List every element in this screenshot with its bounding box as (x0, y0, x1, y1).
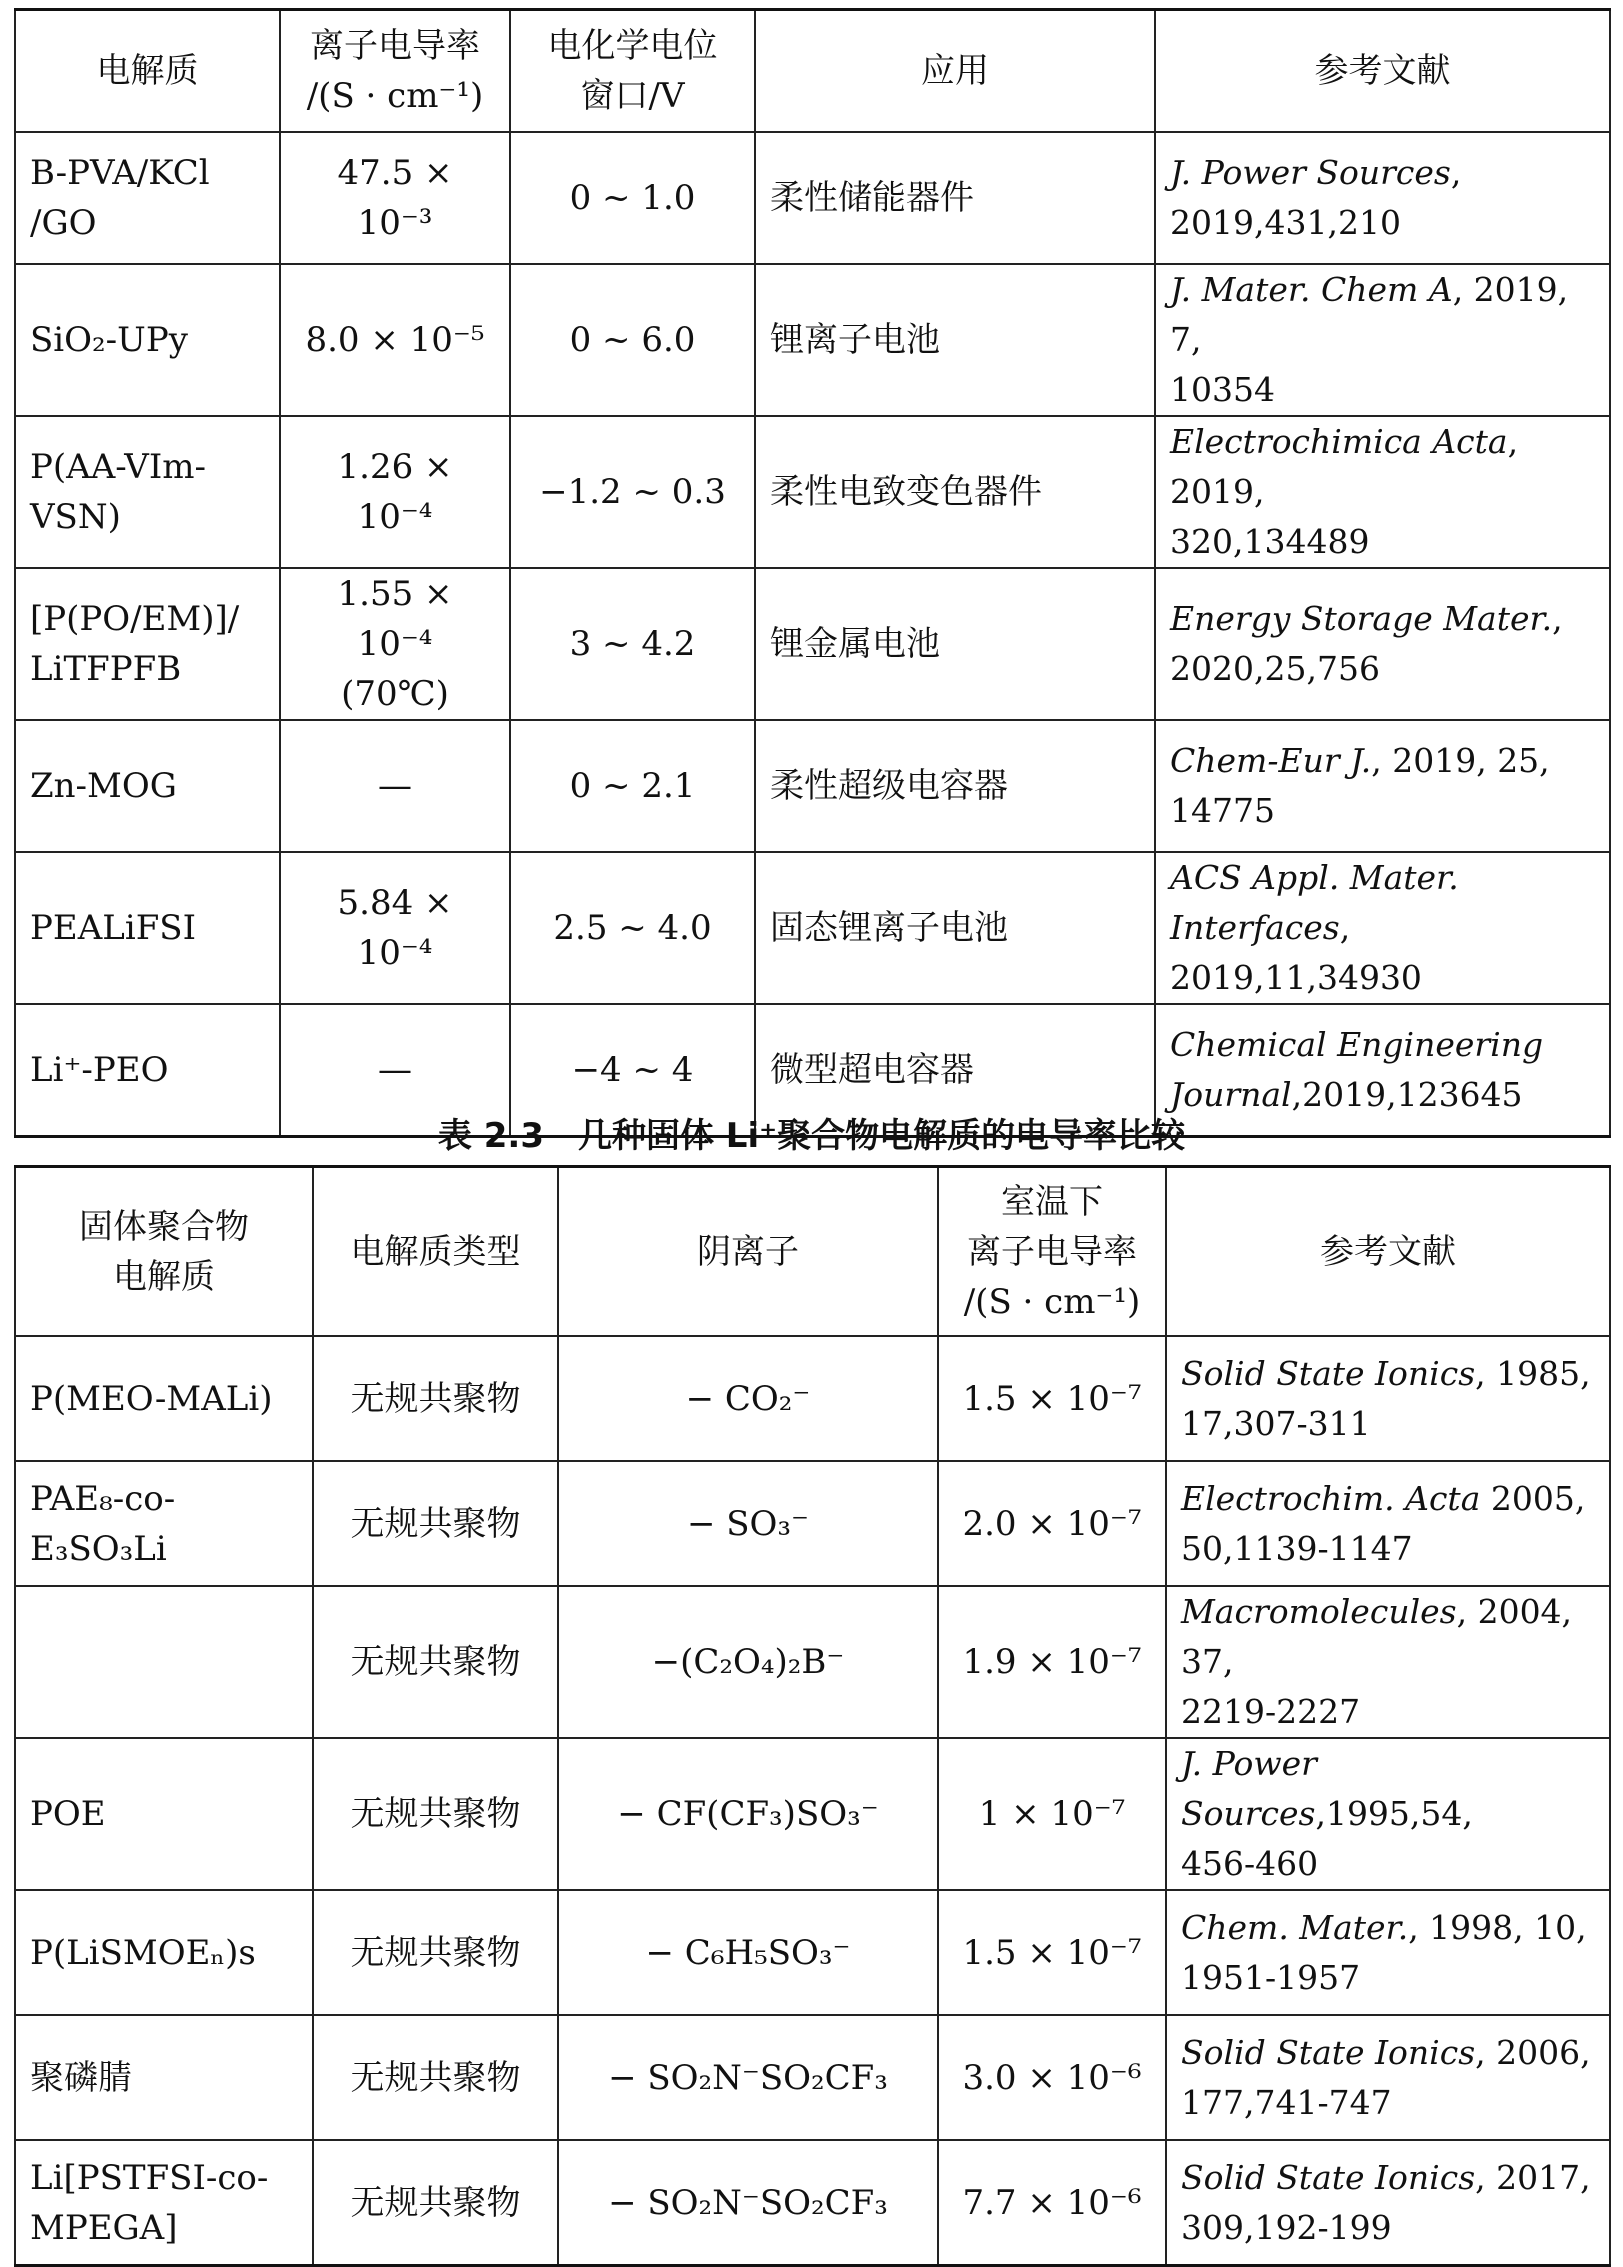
reference-details: ,1995,54, 456-460 (1181, 1794, 1473, 1883)
reference-cell (1166, 1890, 1610, 2015)
header-cell: 参考文献 (1155, 10, 1610, 133)
reference-details: , 1985, 17,307-311 (1181, 1353, 1591, 1443)
electrolyte-cell: PEALiFSI (15, 852, 280, 1004)
header-cell: 电解质 (15, 10, 280, 133)
conductivity-cell: 1.55 × 10⁻⁴ (70℃) (280, 568, 510, 720)
anion-cell: − CO₂⁻ (558, 1336, 938, 1461)
application-cell: 柔性超级电容器 (755, 720, 1155, 852)
reference-details: 2005, 50,1139-1147 (1181, 1478, 1586, 1568)
reference-journal: J. Power Sources (1170, 153, 1451, 192)
type-cell: 无规共聚物 (313, 1336, 558, 1461)
window-cell: −4 ~ 4 (510, 1004, 755, 1137)
conductivity-cell: — (280, 720, 510, 852)
reference-details: , 2019,11,34930 (1170, 908, 1422, 997)
conductivity-cell: 1.5 × 10⁻⁷ (938, 1890, 1166, 2015)
reference-journal: Chem-Eur J. (1170, 741, 1372, 780)
reference-cell (1166, 1461, 1610, 1586)
electrolyte-cell: P(LiSMOEₙ)s (15, 1890, 313, 2015)
table-row (15, 132, 1610, 264)
anion-cell: − SO₂N⁻SO₂CF₃ (558, 2015, 938, 2140)
reference-cell (1155, 720, 1610, 852)
type-cell: 无规共聚物 (313, 1738, 558, 1890)
anion-cell: − CF(CF₃)SO₃⁻ (558, 1738, 938, 1890)
type-cell: 无规共聚物 (313, 1890, 558, 2015)
application-cell: 柔性储能器件 (755, 132, 1155, 264)
reference-cell (1155, 568, 1610, 720)
anion-cell: − SO₂N⁻SO₂CF₃ (558, 2140, 938, 2266)
electrolyte-cell: Li[PSTFSI-co- MPEGA] (15, 2140, 313, 2266)
reference-cell (1166, 1586, 1610, 1738)
table-row (15, 1461, 1610, 1586)
window-cell: 0 ~ 1.0 (510, 132, 755, 264)
reference-journal: Solid State Ionics (1181, 2032, 1476, 2072)
table-row (15, 264, 1610, 416)
type-cell: 无规共聚物 (313, 2015, 558, 2140)
table-row (15, 1890, 1610, 2015)
anion-cell: −(C₂O₄)₂B⁻ (558, 1586, 938, 1738)
table-row (15, 416, 1610, 568)
table-row (15, 2015, 1610, 2140)
electrolyte-cell: [P(PO/EM)]/ LiTFPFB (15, 568, 280, 720)
anion-cell: − SO₃⁻ (558, 1461, 938, 1586)
header-cell: 电化学电位 窗口/V (510, 10, 755, 133)
reference-journal: Energy Storage Mater. (1170, 599, 1553, 638)
reference-journal: J. Power Sources (1181, 1744, 1317, 1833)
conductivity-cell: 8.0 × 10⁻⁵ (280, 264, 510, 416)
conductivity-cell: 1.5 × 10⁻⁷ (938, 1336, 1166, 1461)
table-row (15, 852, 1610, 1004)
header-cell: 参考文献 (1166, 1167, 1610, 1337)
conductivity-cell: 1 × 10⁻⁷ (938, 1738, 1166, 1890)
conductivity-cell: 2.0 × 10⁻⁷ (938, 1461, 1166, 1586)
type-cell: 无规共聚物 (313, 1586, 558, 1738)
anion-cell: − C₆H₅SO₃⁻ (558, 1890, 938, 2015)
window-cell: 0 ~ 6.0 (510, 264, 755, 416)
reference-cell (1155, 852, 1610, 1004)
header-cell: 室温下 离子电导率 /(S · cm⁻¹) (938, 1167, 1166, 1337)
header-cell: 应用 (755, 10, 1155, 133)
table-row (15, 720, 1610, 852)
table-row (15, 1738, 1610, 1890)
reference-journal: Solid State Ionics (1181, 1353, 1476, 1393)
reference-details: , 2019, 25, 14775 (1170, 741, 1550, 830)
application-cell: 锂离子电池 (755, 264, 1155, 416)
conductivity-cell: 3.0 × 10⁻⁶ (938, 2015, 1166, 2140)
reference-journal: Macromolecules (1181, 1592, 1457, 1631)
reference-details: , 2020,25,756 (1170, 599, 1563, 688)
reference-details: ,2019,123645 (1291, 1075, 1523, 1114)
table-row (15, 1586, 1610, 1738)
reference-journal: Chem. Mater. (1181, 1907, 1409, 1947)
reference-journal: ACS Appl. Mater. Interfaces (1170, 858, 1459, 947)
polymer-electrolyte-table (14, 1165, 1611, 2267)
reference-details: , 2019,431,210 (1170, 153, 1462, 242)
reference-cell (1166, 1738, 1610, 1890)
header-cell: 电解质类型 (313, 1167, 558, 1337)
type-cell: 无规共聚物 (313, 2140, 558, 2266)
application-cell: 固态锂离子电池 (755, 852, 1155, 1004)
reference-journal: Solid State Ionics (1181, 2157, 1476, 2197)
header-cell: 固体聚合物 电解质 (15, 1167, 313, 1337)
electrolyte-cell: SiO₂-UPy (15, 264, 280, 416)
conductivity-cell: 1.9 × 10⁻⁷ (938, 1586, 1166, 1738)
header-cell: 离子电导率 /(S · cm⁻¹) (280, 10, 510, 133)
conductivity-cell: — (280, 1004, 510, 1137)
reference-cell (1155, 132, 1610, 264)
reference-cell (1166, 2140, 1610, 2266)
electrolyte-cell: P(MEO-MALi) (15, 1336, 313, 1461)
electrolyte-cell: Li⁺-PEO (15, 1004, 280, 1137)
type-cell: 无规共聚物 (313, 1461, 558, 1586)
electrolyte-cell: B-PVA/KCl /GO (15, 132, 280, 264)
window-cell: 3 ~ 4.2 (510, 568, 755, 720)
reference-cell (1166, 2015, 1610, 2140)
window-cell: −1.2 ~ 0.3 (510, 416, 755, 568)
reference-details: , 2006, 177,741-747 (1181, 2032, 1591, 2122)
reference-journal: J. Mater. Chem A (1170, 270, 1453, 309)
application-cell: 微型超电容器 (755, 1004, 1155, 1137)
electrolyte-table (14, 8, 1611, 1138)
conductivity-cell: 7.7 × 10⁻⁶ (938, 2140, 1166, 2266)
reference-journal: Chemical Engineering Journal (1170, 1025, 1544, 1114)
reference-details: , 2017, 309,192-199 (1181, 2157, 1591, 2247)
electrolyte-cell: 聚磷腈 (15, 2015, 313, 2140)
conductivity-cell: 47.5 × 10⁻³ (280, 132, 510, 264)
reference-cell (1155, 264, 1610, 416)
electrolyte-cell: PAE₈-co-E₃SO₃Li (15, 1461, 313, 1586)
reference-cell (1155, 416, 1610, 568)
reference-details: , 2019, 320,134489 (1170, 422, 1519, 561)
reference-details: , 2004, 37, 2219-2227 (1181, 1592, 1573, 1731)
header-cell: 阴离子 (558, 1167, 938, 1337)
application-cell: 锂金属电池 (755, 568, 1155, 720)
electrolyte-cell: P(AA-VIm- VSN) (15, 416, 280, 568)
reference-journal: Electrochimica Acta (1170, 422, 1508, 461)
table-row (15, 2140, 1610, 2266)
table-header-row (15, 1167, 1610, 1337)
conductivity-cell: 1.26 × 10⁻⁴ (280, 416, 510, 568)
electrolyte-cell: Zn-MOG (15, 720, 280, 852)
window-cell: 0 ~ 2.1 (510, 720, 755, 852)
window-cell: 2.5 ~ 4.0 (510, 852, 755, 1004)
table-caption: 表 2.3 几种固体 Li⁺聚合物电解质的电导率比较 (437, 1116, 1186, 1156)
conductivity-cell: 5.84 × 10⁻⁴ (280, 852, 510, 1004)
reference-details: , 2019, 7, 10354 (1170, 270, 1569, 409)
reference-journal: Electrochim. Acta (1181, 1478, 1481, 1518)
table-header-row (15, 10, 1610, 133)
application-cell: 柔性电致变色器件 (755, 416, 1155, 568)
table-row (15, 568, 1610, 720)
reference-details: , 1998, 10, 1951-1957 (1181, 1907, 1587, 1997)
electrolyte-cell (15, 1586, 313, 1738)
electrolyte-cell: POE (15, 1738, 313, 1890)
reference-cell (1166, 1336, 1610, 1461)
table-row (15, 1336, 1610, 1461)
